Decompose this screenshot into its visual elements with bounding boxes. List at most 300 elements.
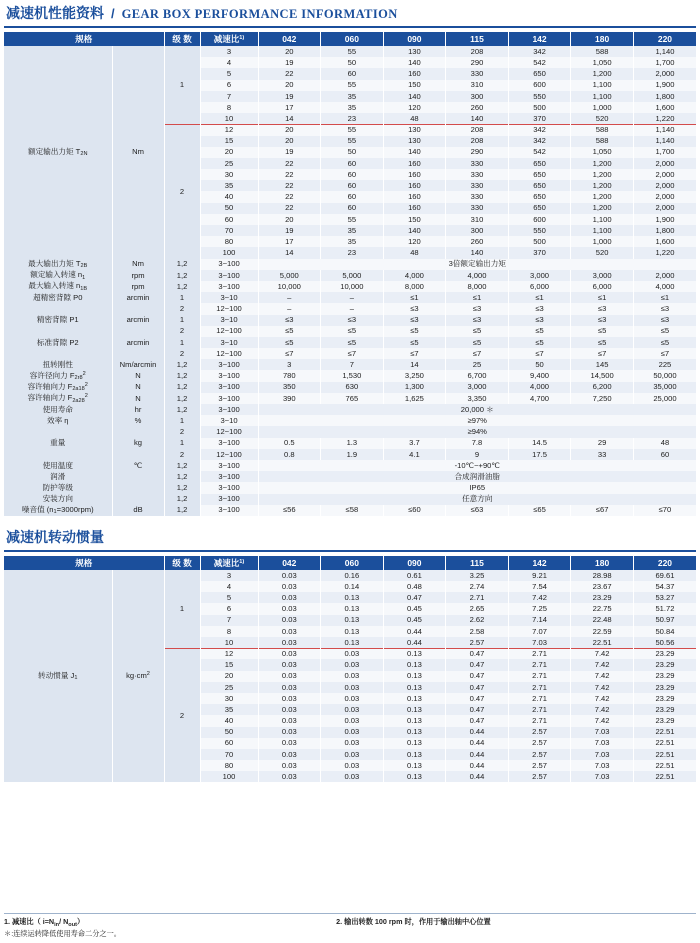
spec-value-cell: ≤1 [633, 292, 696, 303]
spec-value-cell: 8,000 [383, 281, 446, 292]
value-cell: 35 [321, 225, 384, 236]
value-cell: 2,000 [633, 68, 696, 79]
value-cell: 1,800 [633, 225, 696, 236]
section2-title-cn: 减速机转动惯量 [6, 528, 104, 545]
spec-value-cell: ≤5 [321, 337, 384, 348]
spec-unit-cell [112, 303, 164, 314]
spec-value-cell: ≤5 [633, 326, 696, 337]
value-cell: 588 [571, 46, 634, 57]
spec-name-cell: 安装方向 [4, 494, 112, 505]
table-row [4, 471, 696, 482]
value-cell: 1,140 [633, 46, 696, 57]
value-cell: 23.29 [633, 704, 696, 715]
value-cell: 23.29 [633, 659, 696, 670]
section1-header [4, 0, 696, 28]
stage-cell-2-inertia: 2 [164, 648, 200, 782]
value-cell: 1,200 [571, 191, 634, 202]
value-cell: 208 [446, 124, 509, 135]
spec-unit-cell: dB [112, 505, 164, 516]
ratio-cell: 4 [200, 581, 258, 592]
spec-value-cell: ≤5 [633, 337, 696, 348]
spec-ratio-cell: 12~100 [200, 303, 258, 314]
spec-value-cell: 50 [508, 359, 571, 370]
spec-stage-cell: 1,2 [164, 471, 200, 482]
value-cell: 342 [508, 136, 571, 147]
value-cell: 260 [446, 102, 509, 113]
spec-merged-value-cell: 3倍额定输出力矩 [258, 259, 696, 270]
value-cell: 208 [446, 46, 509, 57]
spec-value-cell: ≤63 [446, 505, 509, 516]
value-cell: 2.57 [508, 749, 571, 760]
spec-value-cell: 2,000 [633, 270, 696, 281]
spec-merged-value-cell: 合成润滑油脂 [258, 471, 696, 482]
value-cell: 0.03 [321, 704, 384, 715]
value-cell: 1,140 [633, 136, 696, 147]
value-cell: 1,200 [571, 203, 634, 214]
table-row [4, 348, 696, 359]
spec-ratio-cell: 3~10 [200, 292, 258, 303]
spec-ratio-cell: 12~100 [200, 326, 258, 337]
value-cell: 550 [508, 91, 571, 102]
value-cell: 54.37 [633, 581, 696, 592]
value-cell: 330 [446, 191, 509, 202]
value-cell: 1,050 [571, 57, 634, 68]
value-cell: 20 [258, 136, 321, 147]
spec-name-cell: 精密背隙 P1 [4, 315, 112, 326]
section1-title-en: GEAR BOX PERFORMANCE INFORMATION [121, 7, 398, 21]
ratio-cell: 80 [200, 236, 258, 247]
value-cell: 23.29 [633, 648, 696, 659]
value-cell: 0.44 [446, 727, 509, 738]
footnotes [4, 913, 696, 939]
value-cell: 1,100 [571, 80, 634, 91]
spec-value-cell: 25 [446, 359, 509, 370]
ratio-cell: 5 [200, 592, 258, 603]
value-cell: 160 [383, 203, 446, 214]
col-header-stage-2: 级 数 [164, 556, 200, 570]
value-cell: 330 [446, 203, 509, 214]
spec-value-cell: 765 [321, 393, 384, 404]
value-cell: 0.13 [383, 738, 446, 749]
row-unit-rated-torque: Nm [112, 46, 164, 259]
value-cell: 2.71 [446, 592, 509, 603]
spec-ratio-cell: 3~100 [200, 471, 258, 482]
spec-value-cell: 9,400 [508, 370, 571, 381]
value-cell: 140 [446, 113, 509, 124]
spec-value-cell: 5,000 [258, 270, 321, 281]
spec-merged-value-cell: 任意方向 [258, 494, 696, 505]
value-cell: 330 [446, 180, 509, 191]
value-cell: 0.03 [321, 749, 384, 760]
value-cell: 2,000 [633, 191, 696, 202]
value-cell: 330 [446, 169, 509, 180]
spec-ratio-cell: 3~100 [200, 359, 258, 370]
col-header-060: 060 [321, 32, 384, 46]
spec-name-cell: 容许轴向力 $F_{2a18}^2$ [4, 382, 112, 393]
spec-name-cell [4, 348, 112, 359]
spec-stage-cell: 2 [164, 348, 200, 359]
spec-value-cell: – [258, 292, 321, 303]
spec-value-cell: ≤70 [633, 505, 696, 516]
spec-value-cell: 14.5 [508, 438, 571, 449]
spec-value-cell: ≤5 [571, 326, 634, 337]
col-header-stage: 级 数 [164, 32, 200, 46]
spec-value-cell: ≤5 [508, 326, 571, 337]
ratio-cell: 10 [200, 113, 258, 124]
value-cell: 550 [508, 225, 571, 236]
value-cell: 0.03 [258, 570, 321, 581]
value-cell: 0.13 [321, 592, 384, 603]
spec-unit-cell: Nm/arcmin [112, 359, 164, 370]
value-cell: 55 [321, 46, 384, 57]
value-cell: 7.03 [571, 738, 634, 749]
ratio-cell: 8 [200, 102, 258, 113]
value-cell: 300 [446, 91, 509, 102]
value-cell: 0.48 [383, 581, 446, 592]
value-cell: 7.42 [508, 592, 571, 603]
value-cell: 0.03 [321, 659, 384, 670]
ratio-cell: 5 [200, 68, 258, 79]
value-cell: 650 [508, 158, 571, 169]
col-header-spec: 规格 [4, 32, 164, 46]
spec-value-cell: ≤7 [446, 348, 509, 359]
value-cell: 0.03 [321, 771, 384, 782]
spec-merged-value-cell: IP65 [258, 482, 696, 493]
col-header-220: 220 [633, 32, 696, 46]
value-cell: 650 [508, 203, 571, 214]
col-header-spec-2: 规格 [4, 556, 164, 570]
spec-stage-cell: 1 [164, 438, 200, 449]
table-row [4, 449, 696, 460]
section1-title-separator: / [111, 6, 115, 21]
spec-stage-cell: 1,2 [164, 259, 200, 270]
spec-name-cell: 容许轴向力 $F_{2a28}^2$ [4, 393, 112, 404]
table-row [4, 393, 696, 404]
value-cell: 0.03 [258, 637, 321, 648]
spec-value-cell: ≤5 [258, 326, 321, 337]
spec-value-cell: 390 [258, 393, 321, 404]
value-cell: 0.47 [446, 648, 509, 659]
value-cell: 2.71 [508, 648, 571, 659]
spec-stage-cell: 1 [164, 292, 200, 303]
value-cell: 1,700 [633, 147, 696, 158]
value-cell: 7.42 [571, 715, 634, 726]
value-cell: 7.42 [571, 704, 634, 715]
spec-merged-value-cell: ≥97% [258, 415, 696, 426]
value-cell: 60 [321, 169, 384, 180]
value-cell: 588 [571, 136, 634, 147]
value-cell: 2.65 [446, 603, 509, 614]
value-cell: 50.84 [633, 626, 696, 637]
value-cell: 23.29 [633, 682, 696, 693]
spec-value-cell: ≤60 [383, 505, 446, 516]
value-cell: 0.13 [383, 659, 446, 670]
value-cell: 0.44 [383, 626, 446, 637]
spec-name-cell: 超精密背隙 P0 [4, 292, 112, 303]
value-cell: 290 [446, 147, 509, 158]
value-cell: 1,100 [571, 225, 634, 236]
value-cell: 7.03 [571, 749, 634, 760]
spec-value-cell: 9 [446, 449, 509, 460]
spec-name-cell [4, 303, 112, 314]
col-header-042-2: 042 [258, 556, 321, 570]
value-cell: 2.57 [508, 771, 571, 782]
table-row [4, 370, 696, 381]
spec-value-cell: 6,000 [571, 281, 634, 292]
value-cell: 0.13 [321, 615, 384, 626]
value-cell: 1,200 [571, 68, 634, 79]
value-cell: 160 [383, 68, 446, 79]
value-cell: 22.51 [633, 760, 696, 771]
spec-value-cell: 3,250 [383, 370, 446, 381]
value-cell: 0.44 [446, 738, 509, 749]
value-cell: 0.13 [383, 682, 446, 693]
table-row [4, 359, 696, 370]
ratio-cell: 40 [200, 715, 258, 726]
value-cell: 55 [321, 136, 384, 147]
value-cell: 19 [258, 91, 321, 102]
spec-value-cell: 3,000 [446, 382, 509, 393]
ratio-cell: 40 [200, 191, 258, 202]
value-cell: 2.71 [508, 682, 571, 693]
spec-unit-cell [112, 494, 164, 505]
value-cell: 1,200 [571, 158, 634, 169]
value-cell: 1,220 [633, 113, 696, 124]
value-cell: 22.51 [633, 727, 696, 738]
spec-value-cell: 29 [571, 438, 634, 449]
value-cell: 0.03 [258, 715, 321, 726]
value-cell: 2.71 [508, 693, 571, 704]
spec-stage-cell: 1,2 [164, 370, 200, 381]
value-cell: 35 [321, 236, 384, 247]
spec-value-cell: 0.8 [258, 449, 321, 460]
table-row [4, 259, 696, 270]
spec-unit-cell: N [112, 382, 164, 393]
spec-value-cell: 1.9 [321, 449, 384, 460]
spec-unit-cell: N [112, 393, 164, 404]
spec-ratio-cell: 3~100 [200, 393, 258, 404]
spec-ratio-cell: 3~100 [200, 494, 258, 505]
value-cell: 22 [258, 191, 321, 202]
inertia-table [4, 556, 696, 783]
value-cell: 2.57 [446, 637, 509, 648]
value-cell: 2,000 [633, 203, 696, 214]
value-cell: 120 [383, 102, 446, 113]
value-cell: 20 [258, 124, 321, 135]
table-row [4, 315, 696, 326]
spec-value-cell: ≤1 [571, 292, 634, 303]
value-cell: 542 [508, 57, 571, 68]
value-cell: 650 [508, 180, 571, 191]
stage-cell-1: 1 [164, 46, 200, 124]
col-header-220-2: 220 [633, 556, 696, 570]
value-cell: 22 [258, 180, 321, 191]
spec-unit-cell: hr [112, 404, 164, 415]
value-cell: 1,200 [571, 169, 634, 180]
value-cell: 60 [321, 68, 384, 79]
spec-value-cell: 225 [633, 359, 696, 370]
value-cell: 55 [321, 80, 384, 91]
value-cell: 23 [321, 113, 384, 124]
spec-name-cell: 扭转刚性 [4, 359, 112, 370]
value-cell: 140 [383, 225, 446, 236]
spec-value-cell: ≤67 [571, 505, 634, 516]
spec-unit-cell: arcmin [112, 315, 164, 326]
value-cell: 14 [258, 113, 321, 124]
value-cell: 2.71 [508, 715, 571, 726]
value-cell: 60 [321, 180, 384, 191]
ratio-cell: 7 [200, 615, 258, 626]
value-cell: 22.51 [571, 637, 634, 648]
value-cell: 19 [258, 225, 321, 236]
spec-ratio-cell: 3~10 [200, 415, 258, 426]
value-cell: 0.47 [383, 592, 446, 603]
value-cell: 0.13 [383, 760, 446, 771]
spec-value-cell: ≤5 [571, 337, 634, 348]
value-cell: 20 [258, 214, 321, 225]
value-cell: 23.29 [633, 715, 696, 726]
value-cell: 0.13 [383, 771, 446, 782]
ratio-cell: 25 [200, 682, 258, 693]
spec-value-cell: ≤3 [258, 315, 321, 326]
value-cell: 2.71 [508, 671, 571, 682]
value-cell: 1,800 [633, 91, 696, 102]
value-cell: 150 [383, 80, 446, 91]
ratio-cell: 10 [200, 637, 258, 648]
spec-stage-cell: 1,2 [164, 482, 200, 493]
value-cell: 35 [321, 91, 384, 102]
table-row [4, 570, 696, 581]
value-cell: 0.45 [383, 603, 446, 614]
spec-value-cell: 1,300 [383, 382, 446, 393]
spec-value-cell: 17.5 [508, 449, 571, 460]
ratio-cell: 70 [200, 225, 258, 236]
col-header-142-2: 142 [508, 556, 571, 570]
ratio-cell: 35 [200, 704, 258, 715]
value-cell: 7.42 [571, 659, 634, 670]
spec-value-cell: 3.7 [383, 438, 446, 449]
value-cell: 7.03 [508, 637, 571, 648]
value-cell: 50.56 [633, 637, 696, 648]
spec-stage-cell: 1,2 [164, 494, 200, 505]
value-cell: 22.75 [571, 603, 634, 614]
ratio-cell: 80 [200, 760, 258, 771]
spec-value-cell: ≤3 [446, 303, 509, 314]
value-cell: 7.03 [571, 727, 634, 738]
table-row [4, 404, 696, 415]
value-cell: 2.62 [446, 615, 509, 626]
value-cell: 0.03 [258, 738, 321, 749]
spec-ratio-cell: 3~100 [200, 259, 258, 270]
value-cell: 290 [446, 57, 509, 68]
spec-name-cell [4, 449, 112, 460]
spec-value-cell: 7,250 [571, 393, 634, 404]
spec-name-cell: 润滑 [4, 471, 112, 482]
value-cell: 1,000 [571, 236, 634, 247]
value-cell: 0.03 [258, 626, 321, 637]
spec-unit-cell: ℃ [112, 460, 164, 471]
spec-value-cell: – [321, 303, 384, 314]
value-cell: 140 [383, 147, 446, 158]
table-row [4, 460, 696, 471]
table-row [4, 415, 696, 426]
value-cell: 22.51 [633, 738, 696, 749]
value-cell: 0.13 [383, 749, 446, 760]
spec-unit-cell [112, 426, 164, 437]
spec-stage-cell: 2 [164, 303, 200, 314]
spec-value-cell: ≤5 [446, 337, 509, 348]
value-cell: 0.03 [258, 760, 321, 771]
spec-value-cell: ≤7 [321, 348, 384, 359]
spec-value-cell: ≤5 [508, 337, 571, 348]
value-cell: 55 [321, 124, 384, 135]
value-cell: 310 [446, 80, 509, 91]
value-cell: 1,600 [633, 236, 696, 247]
value-cell: 0.13 [383, 648, 446, 659]
value-cell: 0.03 [321, 738, 384, 749]
value-cell: 20 [258, 80, 321, 91]
ratio-cell: 4 [200, 57, 258, 68]
spec-stage-cell: 1,2 [164, 281, 200, 292]
ratio-cell: 15 [200, 659, 258, 670]
ratio-cell: 12 [200, 124, 258, 135]
value-cell: 0.47 [446, 704, 509, 715]
value-cell: 140 [446, 247, 509, 258]
value-cell: 2,000 [633, 158, 696, 169]
ratio-cell: 100 [200, 771, 258, 782]
spec-name-cell [4, 326, 112, 337]
value-cell: 0.47 [446, 671, 509, 682]
col-header-ratio-2: 减速比$^{1)}$ [200, 556, 258, 570]
spec-ratio-cell: 3~10 [200, 337, 258, 348]
value-cell: 0.13 [383, 693, 446, 704]
value-cell: 0.13 [383, 715, 446, 726]
ratio-cell: 30 [200, 169, 258, 180]
value-cell: 260 [446, 236, 509, 247]
value-cell: 23.67 [571, 581, 634, 592]
value-cell: 7.54 [508, 581, 571, 592]
spec-value-cell: ≤3 [508, 315, 571, 326]
stage-cell-2: 2 [164, 124, 200, 258]
spec-value-cell: 10,000 [258, 281, 321, 292]
value-cell: 0.44 [383, 637, 446, 648]
spec-ratio-cell: 3~100 [200, 460, 258, 471]
value-cell: 310 [446, 214, 509, 225]
value-cell: 208 [446, 136, 509, 147]
spec-stage-cell: 1,2 [164, 393, 200, 404]
value-cell: 0.03 [258, 693, 321, 704]
spec-value-cell: ≤1 [508, 292, 571, 303]
value-cell: 23 [321, 247, 384, 258]
value-cell: 588 [571, 124, 634, 135]
spec-value-cell: 3 [258, 359, 321, 370]
value-cell: 0.03 [258, 727, 321, 738]
spec-stage-cell: 1,2 [164, 404, 200, 415]
spec-value-cell: ≤3 [321, 315, 384, 326]
spec-unit-cell: arcmin [112, 292, 164, 303]
spec-unit-cell: Nm [112, 259, 164, 270]
col-header-115-2: 115 [446, 556, 509, 570]
value-cell: 0.03 [258, 648, 321, 659]
value-cell: 0.03 [321, 715, 384, 726]
spec-unit-cell: rpm [112, 281, 164, 292]
value-cell: 0.13 [321, 626, 384, 637]
value-cell: 2.74 [446, 581, 509, 592]
value-cell: 0.03 [258, 615, 321, 626]
spec-value-cell: ≤1 [446, 292, 509, 303]
ratio-cell: 6 [200, 603, 258, 614]
table-row [4, 337, 696, 348]
